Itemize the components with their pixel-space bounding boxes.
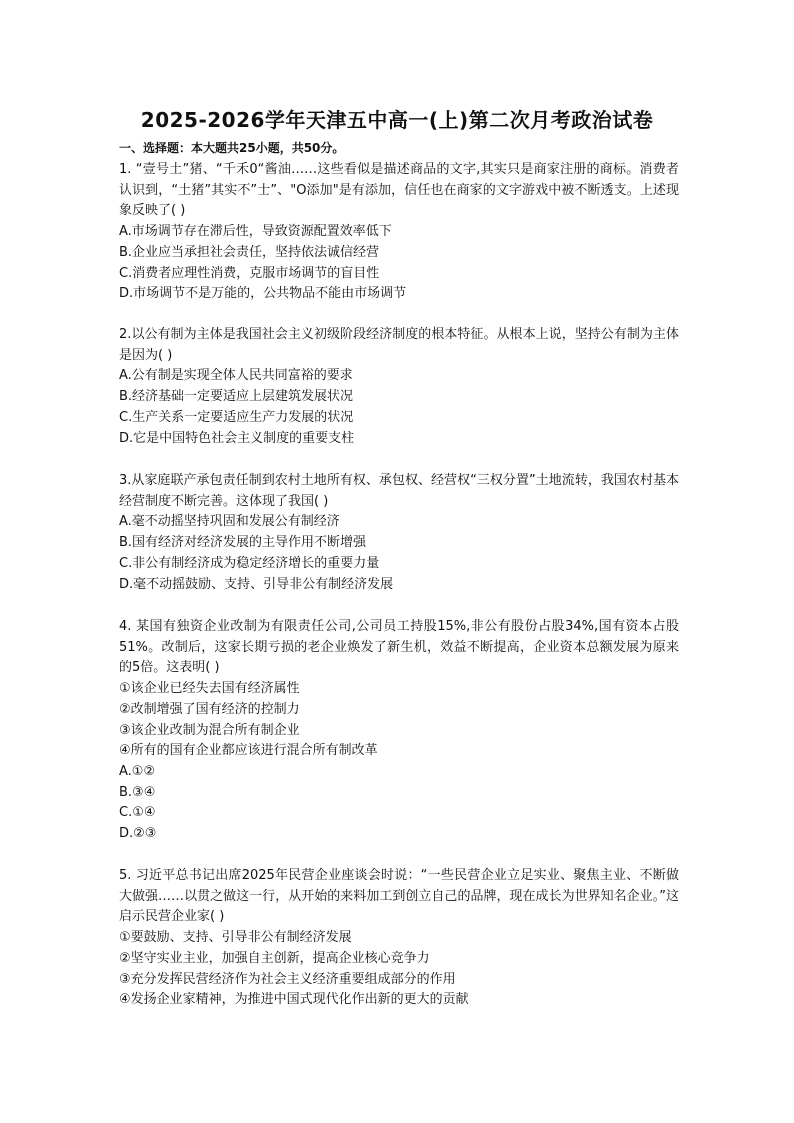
question-stem: 4. 某国有独资企业改制为有限责任公司,公司员工持股15%,非公有股份占股34%,国有资本占股51%。改制后，这家长期亏损的老企业焕发了新生机，效益不断提高，企业资本总额发展为原来的5倍。这表明( ) bbox=[119, 619, 679, 676]
question-5 bbox=[119, 866, 679, 1011]
statement-2: ②改制增强了国有经济的控制力 bbox=[119, 701, 300, 717]
option-c: C.非公有制经济成为稳定经济增长的重要力量 bbox=[119, 555, 380, 571]
question-4 bbox=[119, 617, 679, 845]
option-d: D.②③ bbox=[119, 826, 157, 842]
option-b: B.③④ bbox=[119, 784, 156, 800]
question-stem: 1. “壹号土”猪、“千禾0“酱油……这些看似是描述商品的文字,其实只是商家注册的商标。消费者认识到，“土猪”其实不”士”、"O添加"是有添加，信任也在商家的文字游戏中被不断透支。上述现象反映了( ) bbox=[119, 162, 679, 219]
statement-1: ①该企业已经失去国有经济属性 bbox=[119, 681, 300, 697]
option-d: D.市场调节不是万能的，公共物品不能由市场调节 bbox=[119, 286, 407, 302]
question-1 bbox=[119, 160, 679, 305]
option-a: A.公有制是实现全体人民共同富裕的要求 bbox=[119, 368, 353, 384]
option-a: A.①② bbox=[119, 763, 156, 779]
section-heading: 一、选择题：本大题共25小题，共50分。 bbox=[119, 141, 345, 155]
option-a: A.市场调节存在滞后性，导致资源配置效率低下 bbox=[119, 224, 392, 240]
option-b: B.经济基础一定要适应上层建筑发展状况 bbox=[119, 389, 354, 405]
question-stem: 2.以公有制为主体是我国社会主义初级阶段经济制度的根本特征。从根本上说，坚持公有制为主体是因为( ) bbox=[119, 327, 679, 363]
question-3 bbox=[119, 471, 679, 595]
option-c: C.①④ bbox=[119, 805, 156, 821]
question-stem: 5. 习近平总书记出席2025年民营企业座谈会时说：“一些民营企业立足实业、聚焦主业、不断做大做强……以贯之做这一行，从开始的来料加工到创立自己的品牌，现在成长为世界知名企业。”这启示民营企业家( ) bbox=[119, 868, 679, 925]
statement-3: ③该企业改制为混合所有制企业 bbox=[119, 722, 300, 738]
option-d: D.它是中国特色社会主义制度的重要支柱 bbox=[119, 430, 355, 446]
statement-4: ④发扬企业家精神，为推进中国式现代化作出新的更大的贡献 bbox=[119, 992, 469, 1008]
statement-1: ①要鼓励、支持、引导非公有制经济发展 bbox=[119, 930, 352, 946]
option-a: A.毫不动摇坚持巩固和发展公有制经济 bbox=[119, 514, 340, 530]
option-b: B.企业应当承担社会责任，坚持依法诚信经营 bbox=[119, 244, 380, 260]
option-c: C.消费者应理性消费，克服市场调节的盲目性 bbox=[119, 265, 380, 281]
statement-3: ③充分发挥民营经济作为社会主义经济重要组成部分的作用 bbox=[119, 971, 456, 987]
question-2 bbox=[119, 325, 679, 449]
statement-2: ②坚守实业主业，加强自主创新，提高企业核心竞争力 bbox=[119, 950, 430, 966]
option-c: C.生产关系一定要适应生产力发展的状况 bbox=[119, 409, 354, 425]
question-stem: 3.从家庭联产承包责任制到农村土地所有权、承包权、经营权“三权分置”土地流转，我国农村基本经营制度不断完善。这体现了我国( ) bbox=[119, 473, 679, 509]
option-d: D.毫不动摇鼓励、支持、引导非公有制经济发展 bbox=[119, 576, 394, 592]
exam-title: 2025-2026学年天津五中高一(上)第二次月考政治试卷 bbox=[140, 108, 654, 132]
option-b: B.国有经济对经济发展的主导作用不断增强 bbox=[119, 535, 367, 551]
statement-4: ④所有的国有企业都应该进行混合所有制改革 bbox=[119, 743, 378, 759]
